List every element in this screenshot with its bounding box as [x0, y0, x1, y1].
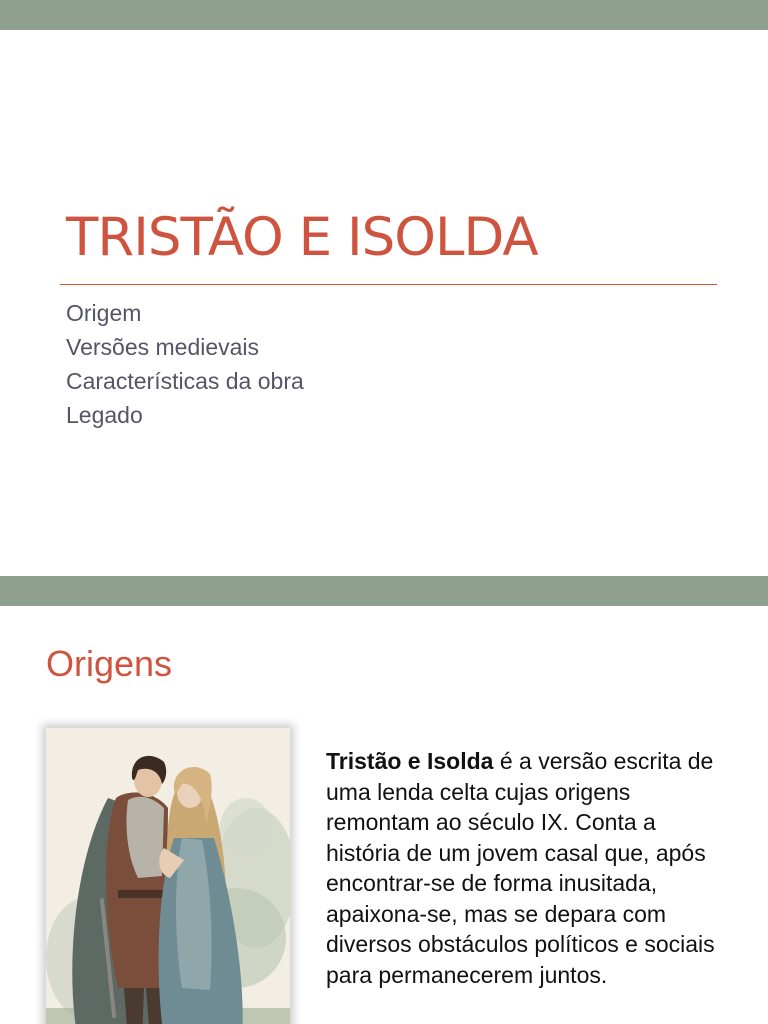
topics-list	[66, 296, 304, 432]
origens-slide	[0, 606, 768, 1024]
topic-item-origem: Origem	[66, 300, 142, 326]
slide-separator-band-top	[0, 0, 768, 30]
body-text: é a versão escrita de uma lenda celta cujas origens remontam ao século IX. Conta a história de um jovem casal que, após encontrar-se de forma inusitada, apaixona-se, mas se depara com diversos obstáculos políticos e sociais para permanecerem juntos.	[326, 748, 715, 988]
tristan-isolde-illustration	[46, 728, 290, 1024]
body-bold-lead: Tristão e Isolda	[326, 748, 494, 774]
presentation-title: TRISTÃO E ISOLDA	[66, 207, 538, 268]
title-slide	[0, 30, 768, 576]
slide-separator-band-middle	[0, 576, 768, 606]
topic-item-versoes: Versões medievais	[66, 334, 260, 360]
title-underline-divider	[60, 284, 717, 285]
slide-title: Origens	[46, 643, 173, 684]
origens-paragraph	[326, 746, 736, 990]
topic-item-legado: Legado	[66, 402, 143, 428]
topic-item-caracteristicas: Características da obra	[66, 368, 304, 394]
